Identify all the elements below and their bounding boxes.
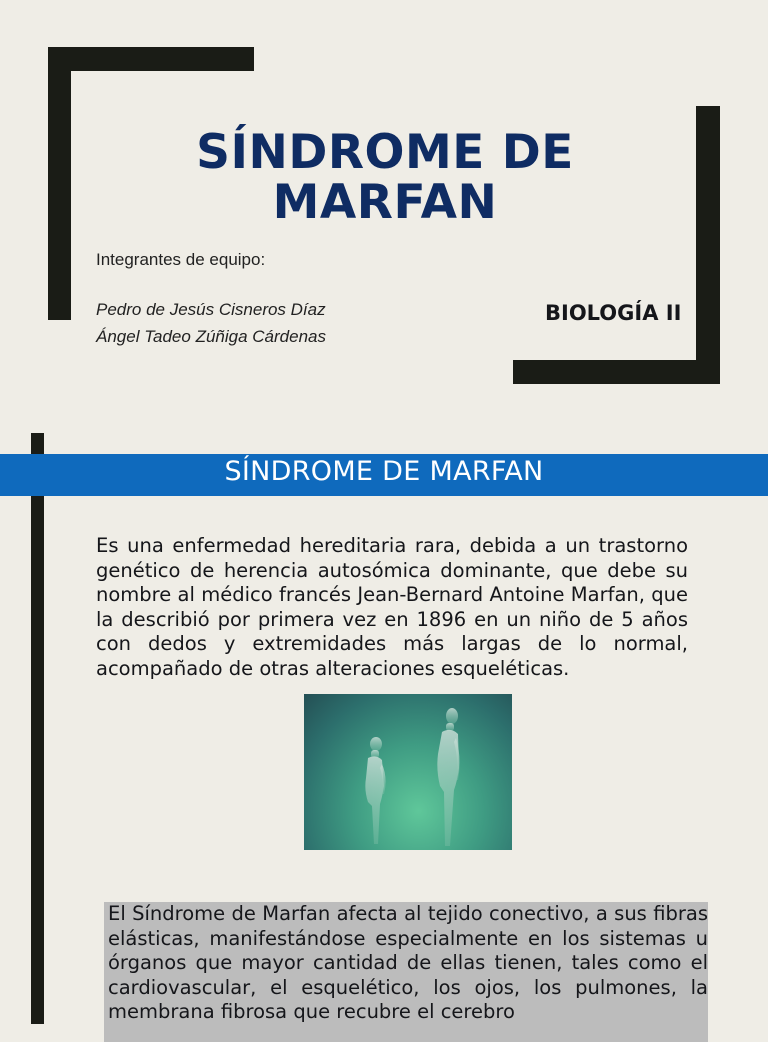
team-member: Ángel Tadeo Zúñiga Cárdenas <box>96 327 326 346</box>
frame-bottom-right-horizontal <box>513 360 720 384</box>
subject-label: BIOLOGÍA II <box>545 301 682 325</box>
team-member: Pedro de Jesús Cisneros Díaz <box>96 300 326 319</box>
team-label: Integrantes de equipo: <box>96 250 266 269</box>
intro-paragraph: Es una enfermedad hereditaria rara, debida a un trastorno genético de herencia autosómica dominante, que debe su nombre al médico francés Jean-Bernard Antoine Marfan, que la describió por primera vez en 1896 en un niño de 5 años con dedos y extremidades más largas de lo normal, acompañado de otras alteraciones esqueléticas. <box>96 534 688 680</box>
frame-top-left-vertical <box>48 47 71 320</box>
page-title: SÍNDROME DE MARFAN <box>196 125 574 230</box>
human-silhouettes-icon <box>304 694 512 850</box>
frame-top-left-horizontal <box>48 47 254 71</box>
highlighted-paragraph: El Síndrome de Marfan afecta al tejido conectivo, a sus fibras elásticas, manifestándose especialmente en los sistemas u órganos que mayor cantidad de ellas tienen, tales como el cardiovascular, el esquelético, los ojos, los pulmones, la membrana fibrosa que recubre el cerebro <box>108 902 708 1023</box>
section-banner-title: SÍNDROME DE MARFAN <box>224 456 544 487</box>
frame-bottom-right-vertical <box>696 106 720 384</box>
marfan-figures-image <box>304 694 512 850</box>
section-banner <box>0 454 768 496</box>
slide-left-rule <box>31 433 44 1024</box>
